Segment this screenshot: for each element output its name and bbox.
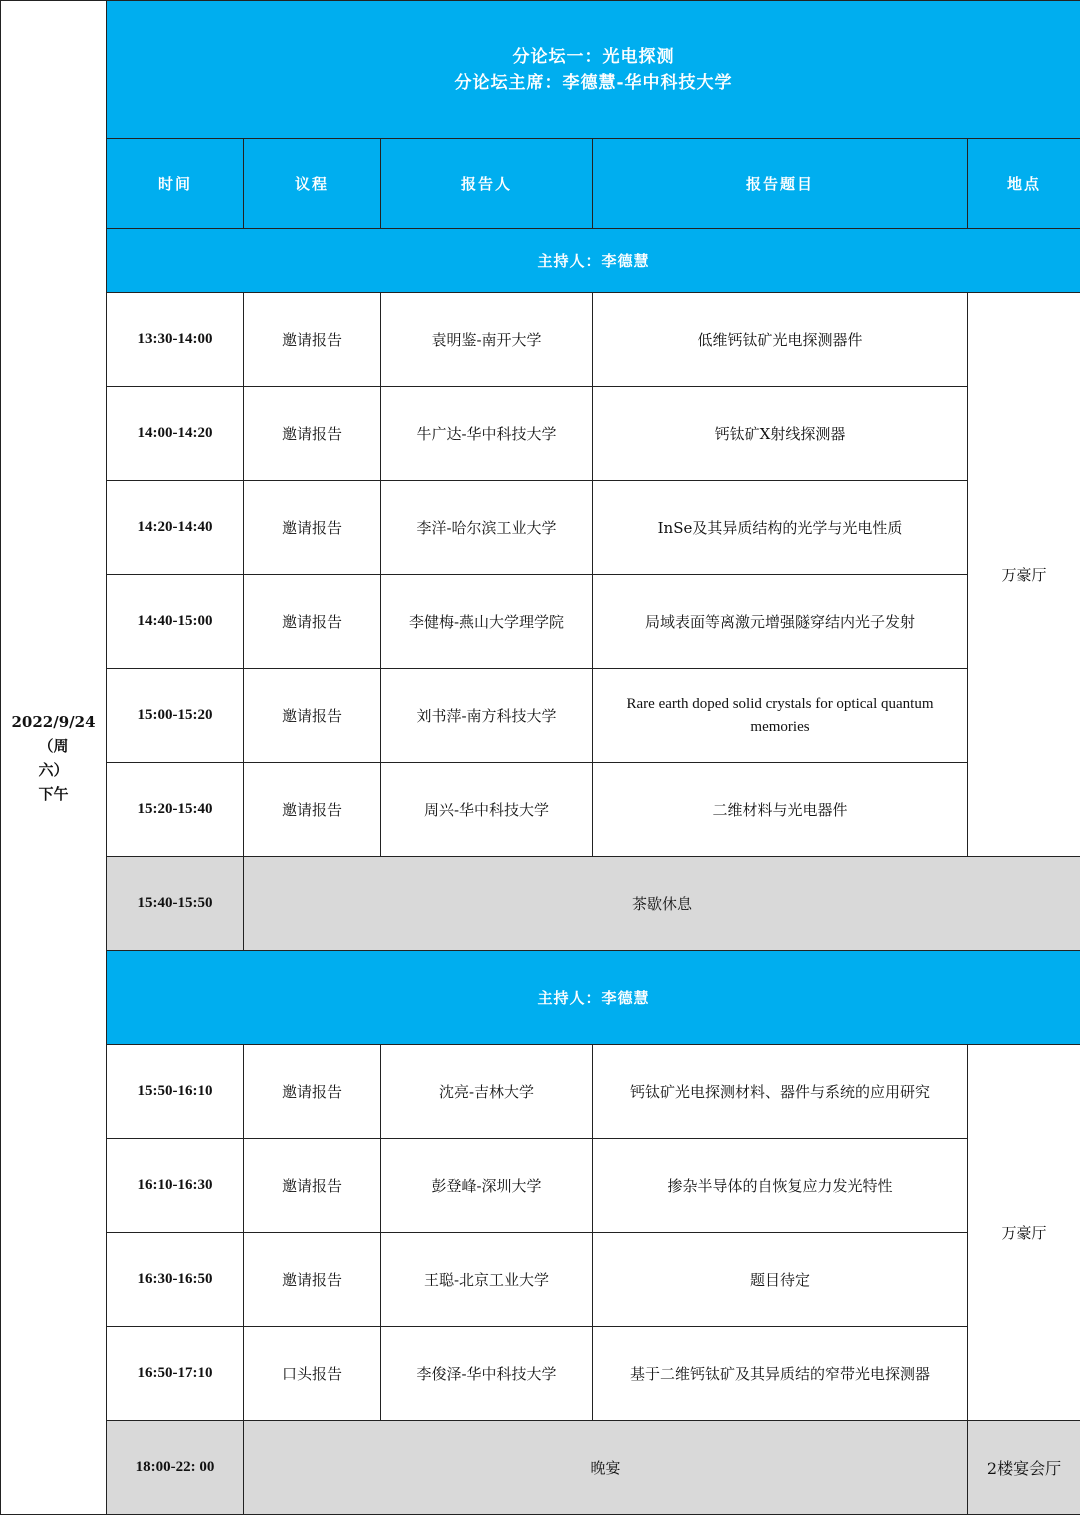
session1-host: 主持人：李德慧: [107, 229, 1080, 293]
row-time: 14:40-15:00: [107, 575, 244, 669]
dinner-time: 18:00-22: 00: [107, 1421, 244, 1515]
col-speaker-header: 报告人: [381, 139, 593, 229]
row-speaker: 李洋-哈尔滨工业大学: [381, 481, 593, 575]
table-row: [1, 387, 1080, 481]
row-agenda: 邀请报告: [244, 481, 381, 575]
row-topic: 局域表面等离激元增强隧穿结内光子发射: [593, 575, 968, 669]
row-speaker: 李俊泽-华中科技大学: [381, 1327, 593, 1421]
row-time: 14:00-14:20: [107, 387, 244, 481]
row-speaker: 牛广达-华中科技大学: [381, 387, 593, 481]
table-row: [1, 575, 1080, 669]
table-row: [1, 669, 1080, 763]
row-topic: 钙钛矿光电探测材料、器件与系统的应用研究: [593, 1045, 968, 1139]
row-time: 15:50-16:10: [107, 1045, 244, 1139]
dinner-label: 晚宴: [244, 1421, 968, 1515]
table-row: [1, 1045, 1080, 1139]
row-time: 14:20-14:40: [107, 481, 244, 575]
forum-header: [107, 1, 1080, 139]
row-speaker: 袁明鉴-南开大学: [381, 293, 593, 387]
row-topic: 掺杂半导体的自恢复应力发光特性: [593, 1139, 968, 1233]
dinner-location: 2楼宴会厅: [968, 1421, 1080, 1515]
row-speaker: 李健梅-燕山大学理学院: [381, 575, 593, 669]
row-speaker: 沈亮-吉林大学: [381, 1045, 593, 1139]
session2-location: 万豪厅: [968, 1045, 1080, 1421]
break-time: 15:40-15:50: [107, 857, 244, 951]
row-speaker: 刘书萍-南方科技大学: [381, 669, 593, 763]
row-topic: InSe及其异质结构的光学与光电性质: [593, 481, 968, 575]
row-agenda: 邀请报告: [244, 575, 381, 669]
col-topic-header: 报告题目: [593, 139, 968, 229]
row-agenda: 邀请报告: [244, 1139, 381, 1233]
row-agenda: 邀请报告: [244, 669, 381, 763]
row-agenda: 邀请报告: [244, 293, 381, 387]
date-cell: [1, 1, 107, 1515]
row-time: 16:10-16:30: [107, 1139, 244, 1233]
col-agenda-header: 议程: [244, 139, 381, 229]
row-agenda: 口头报告: [244, 1327, 381, 1421]
table-row: [1, 1327, 1080, 1421]
row-speaker: 彭登峰-深圳大学: [381, 1139, 593, 1233]
col-time-header: 时间: [107, 139, 244, 229]
row-agenda: 邀请报告: [244, 387, 381, 481]
table-row: [1, 293, 1080, 387]
date-line-3: 下午: [38, 784, 69, 803]
session1-location: 万豪厅: [968, 293, 1080, 857]
table-row: [1, 481, 1080, 575]
row-agenda: 邀请报告: [244, 1233, 381, 1327]
table-row: [1, 763, 1080, 857]
date-line-2: 六）: [38, 760, 69, 779]
row-time: 16:30-16:50: [107, 1233, 244, 1327]
row-agenda: 邀请报告: [244, 763, 381, 857]
row-speaker: 周兴-华中科技大学: [381, 763, 593, 857]
row-time: 16:50-17:10: [107, 1327, 244, 1421]
row-topic: 钙钛矿X射线探测器: [593, 387, 968, 481]
column-header-row: [1, 139, 1080, 229]
col-location-header: 地点: [968, 139, 1080, 229]
row-topic: Rare earth doped solid crystals for optical quantum memories: [593, 669, 968, 763]
break-row: [1, 857, 1080, 951]
row-topic: 基于二维钙钛矿及其异质结的窄带光电探测器: [593, 1327, 968, 1421]
forum-title: 分论坛一：光电探测: [512, 46, 675, 67]
row-time: 15:00-15:20: [107, 669, 244, 763]
table-row: [1, 1233, 1080, 1327]
table-row: [1, 1139, 1080, 1233]
row-agenda: 邀请报告: [244, 1045, 381, 1139]
dinner-row: [1, 1421, 1080, 1515]
row-time: 13:30-14:00: [107, 293, 244, 387]
break-label: 茶歇休息: [244, 857, 1080, 951]
row-time: 15:20-15:40: [107, 763, 244, 857]
date-line-1: 2022/9/24（周: [11, 712, 96, 755]
row-speaker: 王聪-北京工业大学: [381, 1233, 593, 1327]
session2-host: 主持人：李德慧: [107, 951, 1080, 1045]
row-topic: 低维钙钛矿光电探测器件: [593, 293, 968, 387]
forum-chair: 分论坛主席：李德慧-华中科技大学: [454, 72, 733, 93]
row-topic: 二维材料与光电器件: [593, 763, 968, 857]
row-topic: 题目待定: [593, 1233, 968, 1327]
